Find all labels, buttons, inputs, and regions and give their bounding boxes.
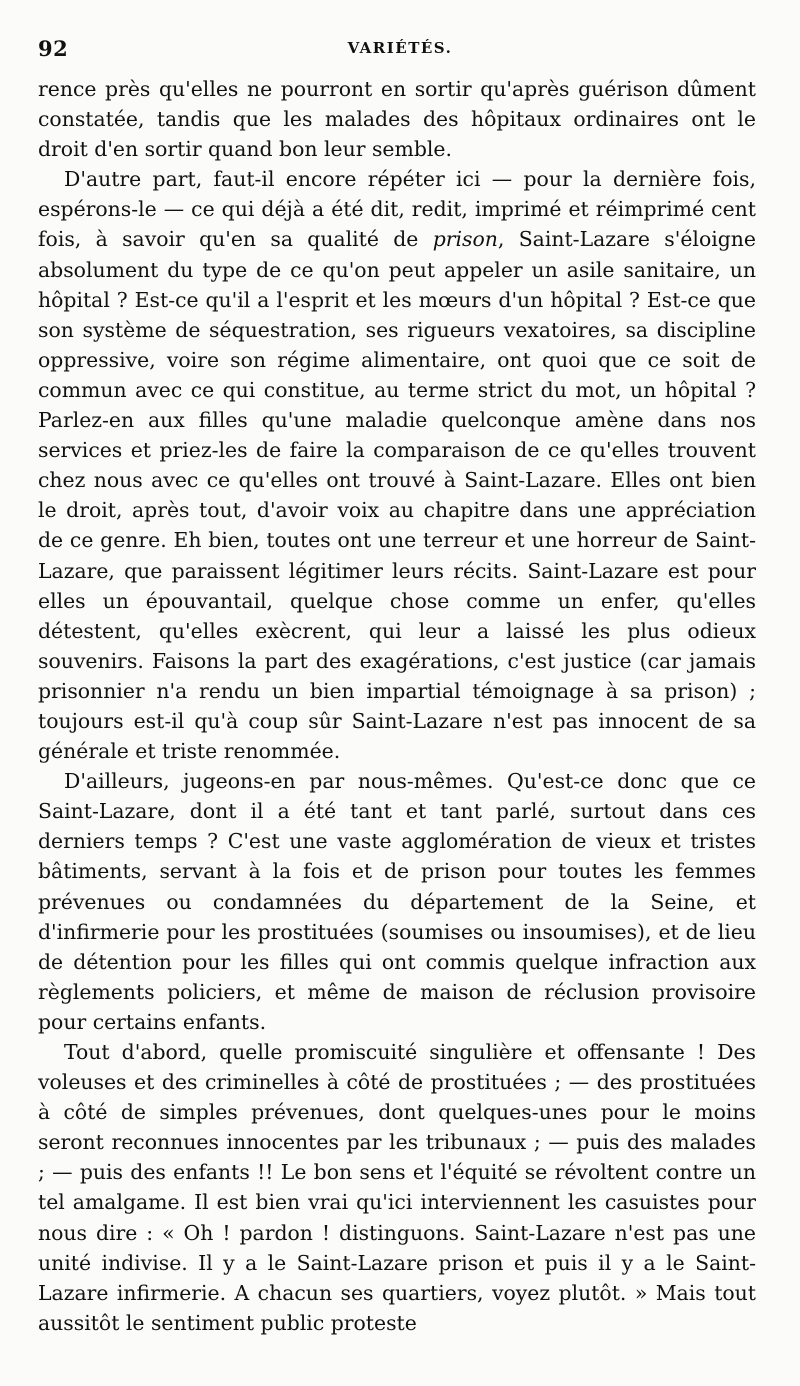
body-text <box>38 74 756 1338</box>
emphasis-prison: prison <box>432 227 498 252</box>
paragraph-continuation: rence près qu'elles ne pourront en sortir qu'après guérison dûment constatée, tandis que les malades des hôpitaux ordinaires ont le droit d'en sortir quand bon leur semble. <box>38 77 756 162</box>
paragraph-prison <box>38 164 756 766</box>
page-header <box>38 36 762 66</box>
paragraph-saint-lazare: D'ailleurs, jugeons-en par nous-mêmes. Qu'est-ce donc que ce Saint-Lazare, dont il a été tant et tant parlé, surtout dans ces derniers temps ? C'est une vaste agglomération de vieux et tristes bâtiments, servant à la fois et de prison pour toutes les femmes prévenues ou condamnées du département de la Seine, et d'infirmerie pour les prostituées (soumises ou insoumises), et de lieu de détention pour les filles qui ont commis quelque infraction aux règlements policiers, et même de maison de réclusion provisoire pour certains enfants. <box>38 769 756 1034</box>
running-title: VARIÉTÉS. <box>347 39 453 57</box>
paragraph-prison-after: , Saint-Lazare s'éloigne absolument du type de ce qu'on peut appeler un asile sanitaire, un hôpital ? Est-ce qu'il a l'esprit et les mœurs d'un hôpital ? Est-ce que son système de séquestration, ses rigueurs vexatoires, sa discipline oppressive, voire son régime alimentaire, ont quoi que ce soit de commun avec ce qui constitue, au terme strict du mot, un hôpital ? Parlez-en aux filles qu'une maladie quelconque amène dans nos services et priez-les de faire la comparaison de ce qu'elles trouvent chez nous avec ce qu'elles ont trouvé à Saint-Lazare. Elles ont bien le droit, après tout, d'avoir voix au chapitre dans une appréciation de ce genre. Eh bien, toutes ont une terreur et une horreur de Saint-Lazare, que paraissent légitimer leurs récits. Saint-Lazare est pour elles un épouvantail, quelque chose comme un enfer, qu'elles détestent, qu'elles exècrent, qui leur a laissé les plus odieux souvenirs. Faisons la part des exagérations, c'est justice (car jamais prisonnier n'a rendu un bien impartial témoignage à sa prison) ; toujours est-il qu'à coup sûr Saint-Lazare n'est pas innocent de sa générale et triste renommée. <box>38 227 756 764</box>
paragraph-prison-before: D'autre part, faut-il encore répéter ici — pour la dernière fois, espérons-le — ce qui déjà a été dit, redit, imprimé et réimprimé cent fois, à savoir qu'en sa qualité de <box>38 167 756 252</box>
page-number: 92 <box>38 36 69 61</box>
paragraph-promiscuite: Tout d'abord, quelle promiscuité singulière et offensante ! Des voleuses et des criminelles à côté de prostituées ; — des prostituées à côté de simples prévenues, dont quelques-unes pour le moins seront reconnues innocentes par les tribunaux ; — puis des malades ; — puis des enfants !! Le bon sens et l'équité se révoltent contre un tel amalgame. Il est bien vrai qu'ici interviennent les casuistes pour nous dire : « Oh ! pardon ! distinguons. Saint-Lazare n'est pas une unité indivise. Il y a le Saint-Lazare prison et puis il y a le Saint-Lazare infirmerie. A chacun ses quartiers, voyez plutôt. » Mais tout aussitôt le sentiment public proteste <box>38 1040 756 1335</box>
